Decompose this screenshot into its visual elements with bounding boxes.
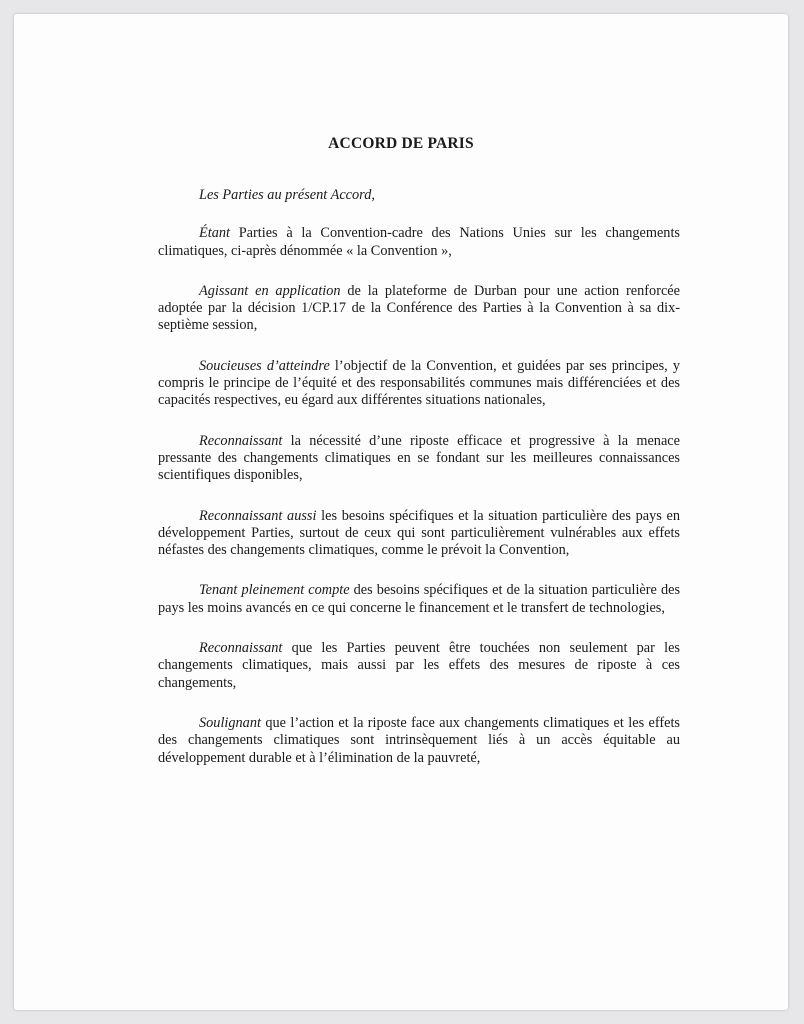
paragraph-lead: Étant <box>199 225 230 242</box>
preamble-paragraph <box>158 715 680 767</box>
paragraph-text: la nécessité d’une riposte efficace et progressive à la menace pressante des changements climatiques en se fondant sur les meilleures connaissances scientifiques disponibles, <box>158 432 680 484</box>
document-title: ACCORD DE PARIS <box>328 135 474 152</box>
paragraph-text: l’objectif de la Convention, et guidées par ses principes, y compris le principe de l’équité et des responsabilités communes mais différenciées et des capacités respectives, eu égard aux différentes situations nationales, <box>158 357 680 409</box>
paragraph-text: que les Parties peuvent être touchées non seulement par les changements climatiques, mais aussi par les effets des mesures de riposte à ces changements, <box>158 640 680 691</box>
paragraph-text: des besoins spécifiques et de la situation particulière des pays les moins avancés en ce qui concerne le financement et le transfert de technologies, <box>158 582 681 616</box>
paragraph-text: Parties à la Convention-cadre des Nations Unies sur les changements climatiques, ci-après dénommée « la Convention », <box>158 225 680 259</box>
preamble-paragraph <box>158 433 680 485</box>
paragraph-lead: Soulignant <box>199 714 261 731</box>
document-body <box>158 187 680 790</box>
preamble-intro-text: Les Parties au présent Accord, <box>199 187 375 203</box>
paragraph-lead: Reconnaissant <box>199 640 283 657</box>
preamble-paragraph <box>158 582 680 617</box>
paragraph-lead: Tenant pleinement compte <box>199 582 350 599</box>
paragraph-text: que l’action et la riposte face aux changements climatiques et les effets des changements climatiques sont intrinsèquement liés à un accès équitable au développement durable et à l’élimination de la pauvreté, <box>158 714 680 766</box>
document-page <box>14 14 788 1010</box>
paragraph-lead: Soucieuses d’atteindre <box>199 357 330 374</box>
paragraph-lead: Reconnaissant aussi <box>199 507 317 524</box>
preamble-intro <box>158 187 680 204</box>
paragraph-text: de la plateforme de Durban pour une action renforcée adoptée par la décision 1/CP.17 de la Conférence des Parties à la Convention à sa dix-septième session, <box>158 282 680 334</box>
preamble-paragraph <box>158 283 680 335</box>
paragraph-lead: Agissant en application <box>199 282 341 299</box>
paragraph-text: les besoins spécifiques et la situation particulière des pays en développement Parties, surtout de ceux qui sont particulièrement vulnérables aux effets néfastes des changements climatiques, comme le prévoit la Convention, <box>158 507 681 559</box>
preamble-paragraph <box>158 358 680 410</box>
paragraph-lead: Reconnaissant <box>199 432 283 449</box>
preamble-paragraph <box>158 508 680 560</box>
preamble-paragraph <box>158 225 680 260</box>
preamble-paragraph <box>158 640 680 692</box>
